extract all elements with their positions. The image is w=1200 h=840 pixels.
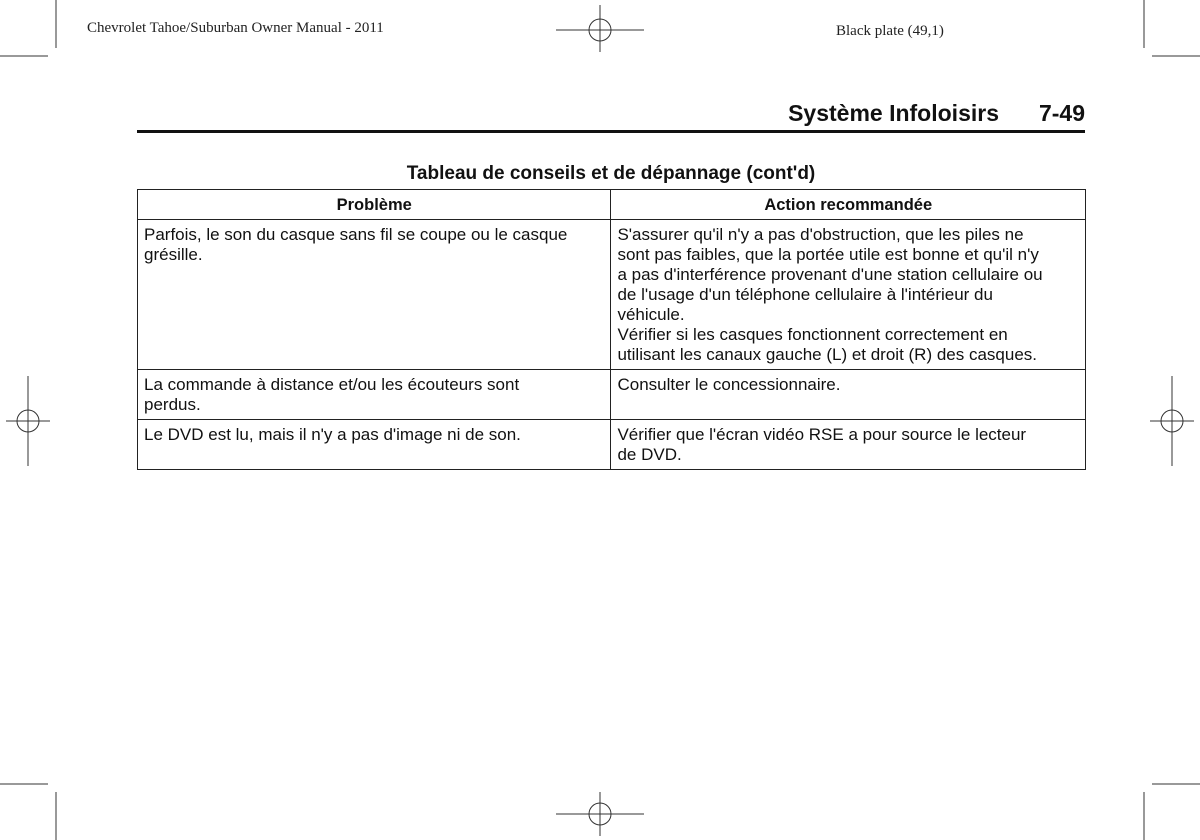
- section-header: [137, 100, 1085, 133]
- column-header-action: Action recommandée: [611, 190, 1086, 220]
- cell-line: Vérifier que l'écran vidéo RSE a pour source le lecteur: [617, 425, 1027, 444]
- troubleshooting-table: [137, 189, 1086, 470]
- cell-line: de l'usage d'un téléphone cellulaire à l'intérieur du: [617, 285, 993, 304]
- page-number: 7-49: [1038, 100, 1085, 126]
- cell-line: Consulter le concessionnaire.: [617, 375, 841, 394]
- cell-line: Parfois, le son du casque sans fil se coupe ou le casque: [144, 225, 568, 244]
- action-cell: [611, 220, 1086, 370]
- cell-line: perdus.: [144, 395, 201, 414]
- plate-label: Black plate (49,1): [836, 23, 944, 39]
- table-header-row: [138, 190, 1086, 220]
- problem-cell: [138, 370, 611, 420]
- cell-line: La commande à distance et/ou les écouteurs sont: [144, 375, 520, 394]
- cell-line: utilisant les canaux gauche (L) et droit (R) des casques.: [617, 345, 1038, 364]
- cell-line: de DVD.: [617, 445, 682, 464]
- manual-title: Chevrolet Tahoe/Suburban Owner Manual - 2011: [87, 20, 384, 36]
- action-cell: [611, 420, 1086, 470]
- column-header-problem: Problème: [138, 190, 611, 220]
- action-cell: [611, 370, 1086, 420]
- cell-line: sont pas faibles, que la portée utile est bonne et qu'il n'y: [617, 245, 1039, 264]
- problem-cell: [138, 420, 611, 470]
- table-row: [138, 220, 1086, 370]
- cell-line: Le DVD est lu, mais il n'y a pas d'image ni de son.: [144, 425, 521, 444]
- cell-line: grésille.: [144, 245, 203, 264]
- cell-line: Vérifier si les casques fonctionnent correctement en: [617, 325, 1008, 344]
- problem-cell: [138, 220, 611, 370]
- section-title: Système Infoloisirs: [788, 100, 999, 126]
- table-row: [138, 420, 1086, 470]
- table-row: [138, 370, 1086, 420]
- table-caption: Tableau de conseils et de dépannage (cont'd): [406, 163, 816, 184]
- cell-line: a pas d'interférence provenant d'une station cellulaire ou: [617, 265, 1043, 284]
- cell-line: S'assurer qu'il n'y a pas d'obstruction, que les piles ne: [617, 225, 1024, 244]
- cell-line: véhicule.: [617, 305, 685, 324]
